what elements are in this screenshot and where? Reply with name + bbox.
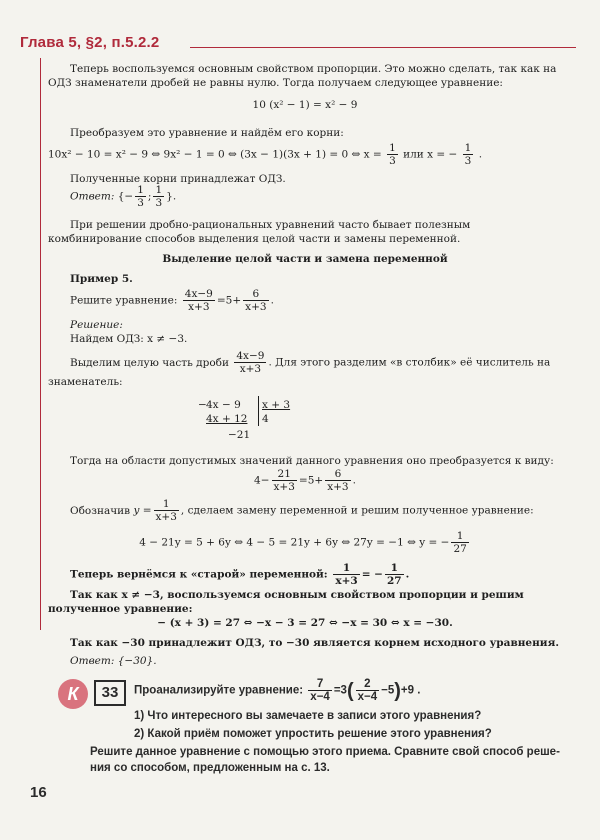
paragraph-4: При решении дробно-рациональных уравнений часто бывает полезным комбинирование способов выделения целой части и замены переменной. bbox=[48, 219, 471, 245]
solution-label: Решение: bbox=[70, 319, 123, 331]
paragraph-10: Так как −30 принадлежит ОДЗ, то −30 является корнем исходного уравнения. bbox=[70, 637, 559, 649]
answer-label: Ответ: bbox=[70, 190, 115, 203]
equation-5: − (x + 3) = 27 ⇔ −x − 3 = 27 ⇔ −x = 30 ⇔ x = −30. bbox=[157, 617, 453, 629]
paragraph-1: Теперь воспользуемся основным свойством пропорции. Это можно сделать, так как на ОДЗ знаменатели дробей не равны нулю. Тогда получаем следующее уравнение: bbox=[48, 63, 557, 89]
fraction-one-third: $\frac{1}{3}$ bbox=[389, 142, 396, 167]
equation-2-main: 10x² − 10 = x² − 9 ⇔ 9x² − 1 = 0 ⇔ (3x − 1)(3x + 1) = 0 ⇔ x = bbox=[48, 148, 382, 161]
side-rule bbox=[40, 58, 41, 630]
paragraph-2: Преобразуем это уравнение и найдём его корни: bbox=[70, 127, 344, 139]
header-rule bbox=[190, 47, 576, 48]
example-task: Решите уравнение: $\frac{4x-9}{x+3}$ =5+ $\frac{6}{x+3}$ . bbox=[70, 288, 274, 313]
paragraph-3: Полученные корни принадлежат ОДЗ. bbox=[70, 173, 286, 185]
equation-1: 10 (x² − 1) = x² − 9 bbox=[252, 99, 358, 111]
equation-2-or: или x = − bbox=[403, 148, 458, 161]
answer-2: Ответ: {−30}. bbox=[70, 655, 157, 667]
fraction-one-third-neg: $\frac{1}{3}$ bbox=[464, 142, 472, 167]
paragraph-8: Теперь вернёмся к «старой» переменной: $\frac{1}{x+3}$ = − $\frac{1}{27}$ . bbox=[70, 562, 410, 587]
equation-2: 10x² − 10 = x² − 9 ⇔ 9x² − 1 = 0 ⇔ (3x − 1)(3x + 1) = 0 ⇔ x = $\frac{1}{3}$ или x = − $\frac{1}{3}$ . bbox=[48, 142, 483, 167]
answer-1: Ответ: {− $\frac{1}{3}$ ; $\frac{1}{3}$ }. bbox=[70, 184, 177, 209]
task-33-intro: Проанализируйте уравнение: $\frac{7}{x-4}$ =3( $\frac{2}{x-4}$ −5)+9 . bbox=[134, 678, 421, 703]
task-33-q3b: ния со способом, предложенным на с. 13. bbox=[90, 762, 330, 774]
section-title: Выделение целой части и замена переменной bbox=[162, 253, 448, 265]
long-division: − 4x − 9 4x + 12 −21 x + 3 4 bbox=[198, 398, 328, 458]
paragraph-5: Выделим целую часть дроби $\frac{4x-9}{x+3}$ . Для этого разделим «в столбик» её числитель на знаменатель: bbox=[48, 350, 551, 388]
equation-3: 4− $\frac{21}{x+3}$ =5+ $\frac{6}{x+3}$ . bbox=[254, 468, 356, 493]
paragraph-7: Обозначив y = $\frac{1}{x+3}$ , сделаем замену переменной и решим полученное уравнение: bbox=[70, 498, 534, 523]
odz-line: Найдем ОДЗ: x ≠ −3. bbox=[70, 333, 188, 345]
paragraph-6: Тогда на области допустимых значений данного уравнения оно преобразуется к виду: bbox=[70, 455, 554, 467]
chapter-header: Глава 5, §2, п.5.2.2 bbox=[20, 34, 160, 51]
task-33-q1: 1) Что интересного вы замечаете в записи этого уравнения? bbox=[134, 710, 482, 722]
page-number: 16 bbox=[30, 784, 47, 801]
task-33-q2: 2) Какой приём поможет упростить решение этого уравнения? bbox=[134, 728, 492, 740]
k-badge: К bbox=[58, 679, 88, 709]
task-33-q3a: Решите данное уравнение с помощью этого приема. Сравните свой способ реше- bbox=[90, 746, 560, 758]
equation-4: 4 − 21y = 5 + 6y ⇔ 4 − 5 = 21y + 6y ⇔ 27y = −1 ⇔ y = − $\frac{1}{27}$ bbox=[139, 530, 467, 555]
task-number-box: 33 bbox=[94, 680, 126, 706]
example-title: Пример 5. bbox=[70, 273, 133, 285]
paragraph-9: Так как x ≠ −3, воспользуемся основным свойством пропорции и решим полученное уравнение: bbox=[48, 589, 524, 615]
